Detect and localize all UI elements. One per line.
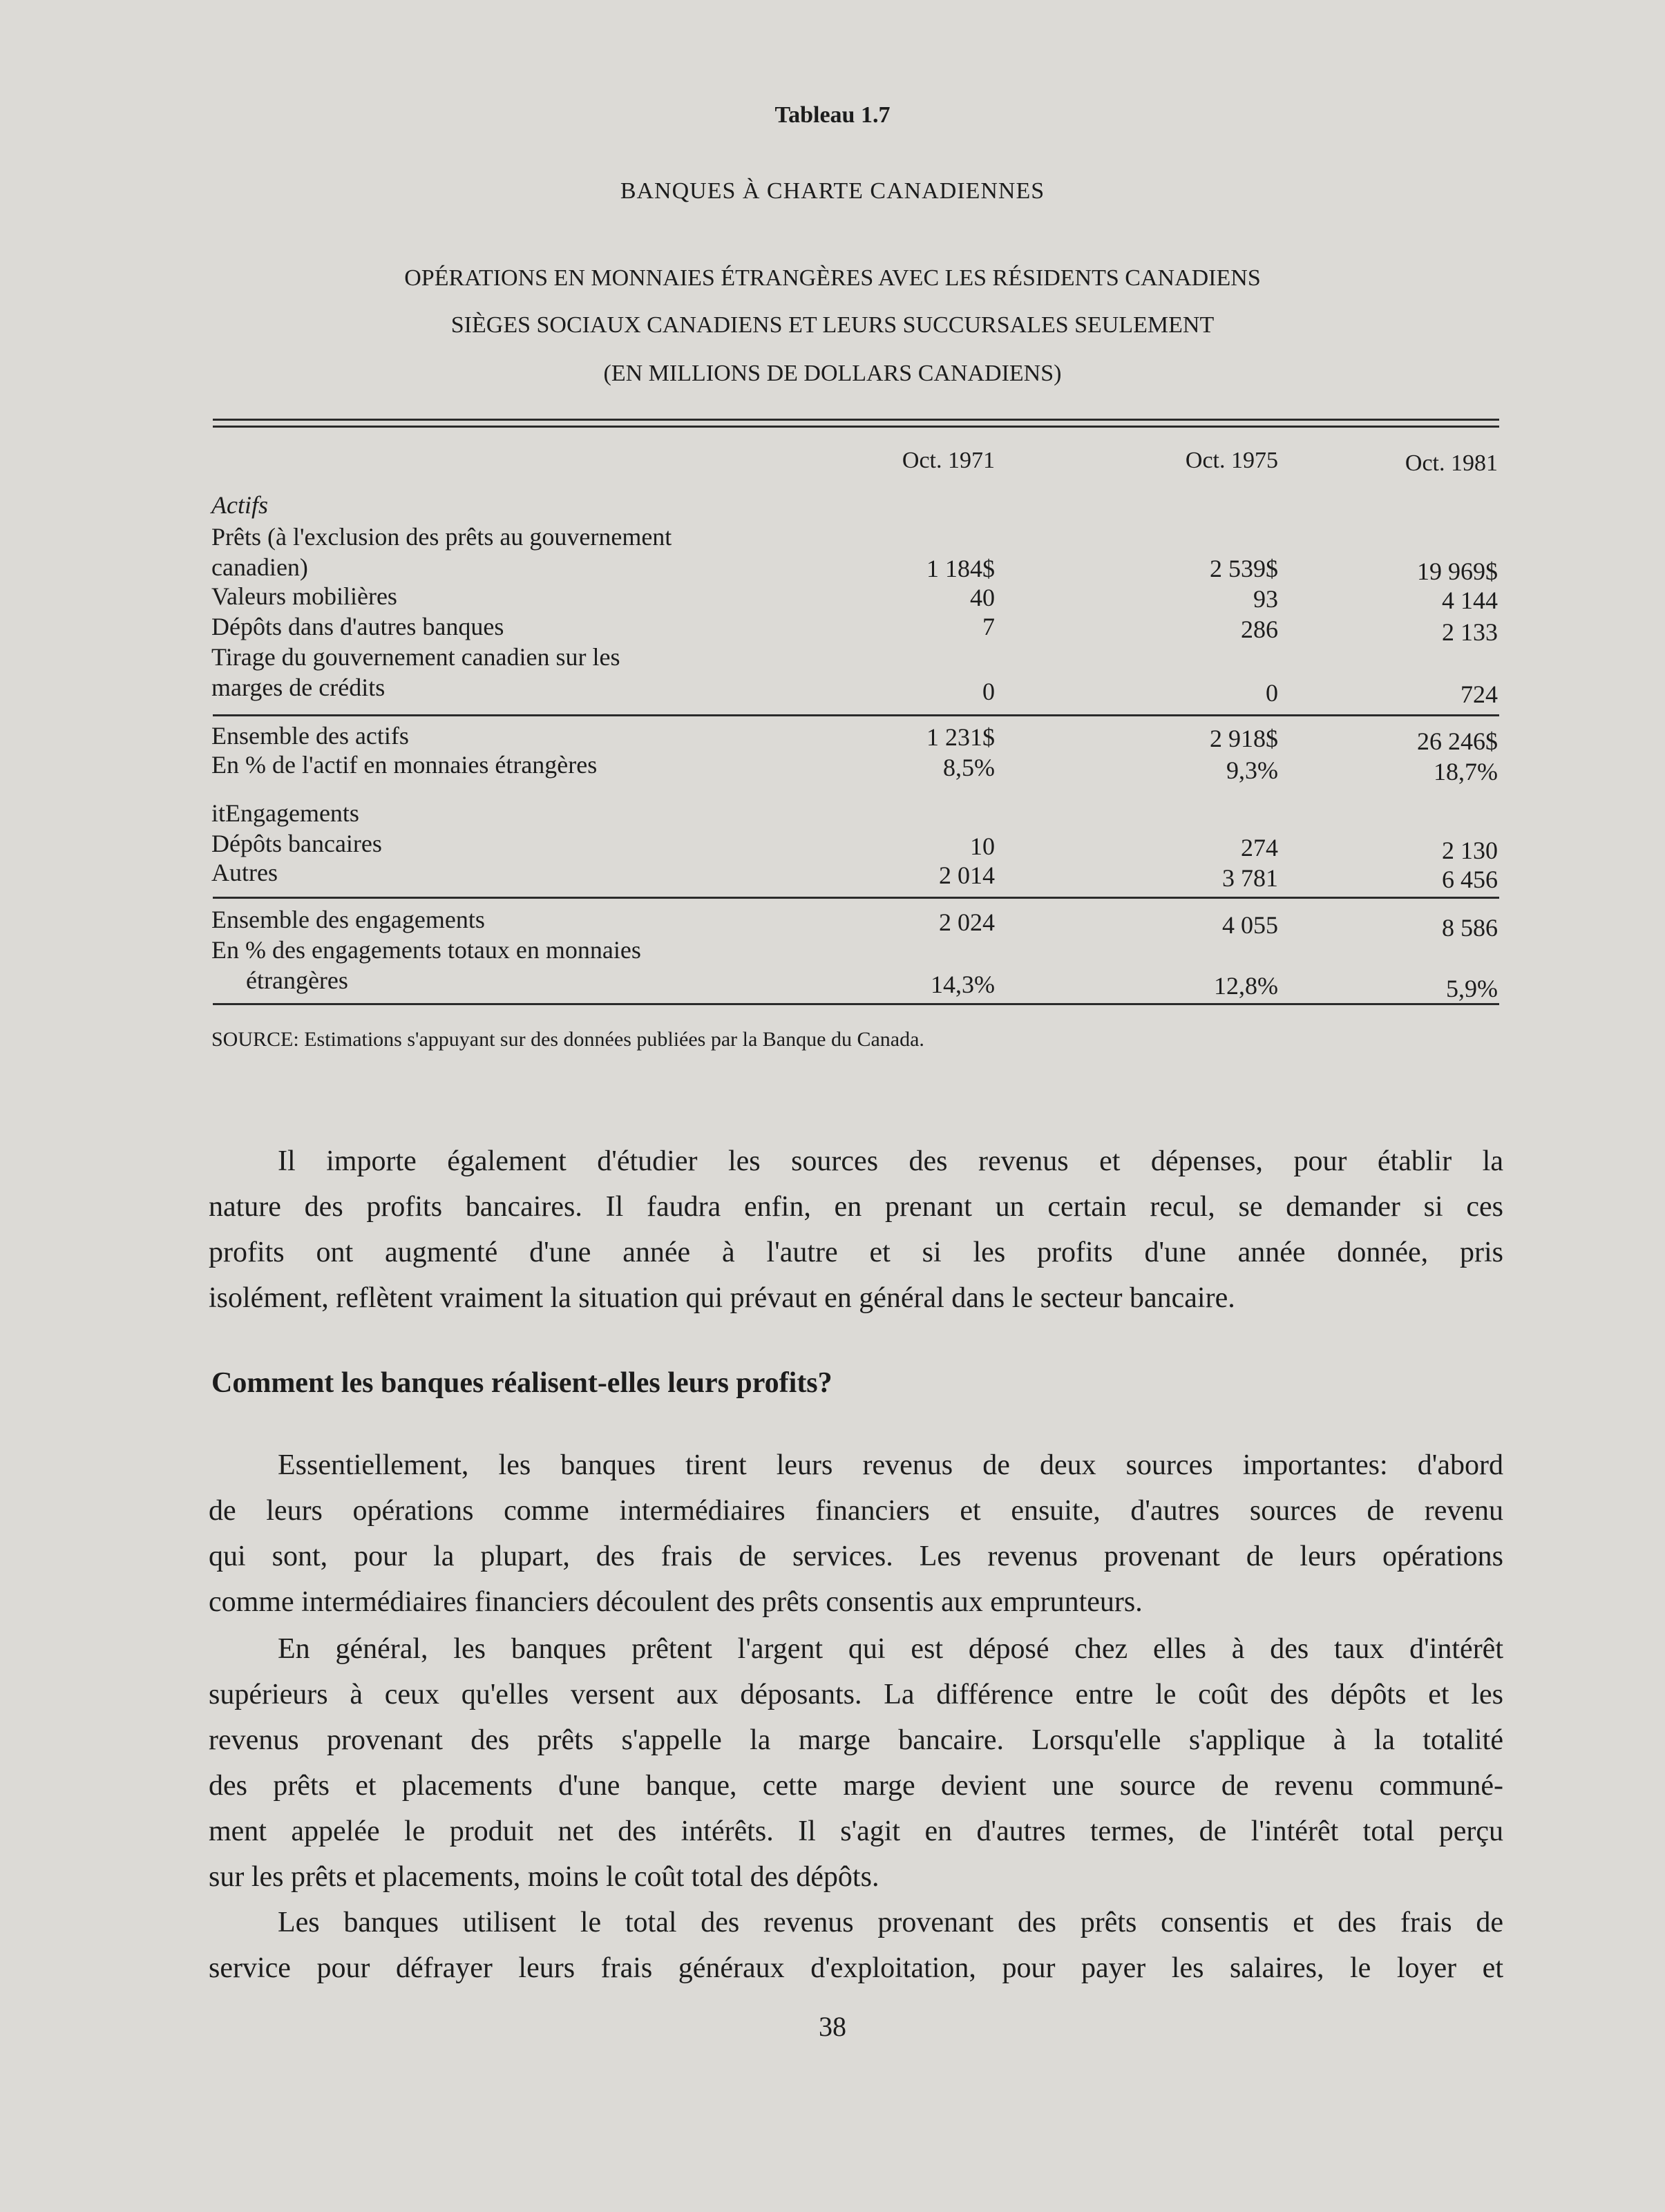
table-cell: 2 014 (939, 861, 995, 889)
row-label: marges de crédits (211, 674, 386, 701)
table-cell: 2 539$ (1210, 555, 1278, 582)
paragraph-line: En général, les banques prêtent l'argent qui est déposé chez elles à des taux d'intérêt (278, 1633, 1503, 1665)
table-cell: 12,8% (1214, 972, 1278, 1000)
section-assets-label: Actifs (211, 491, 268, 519)
paragraph-line: des prêts et placements d'une banque, cette marge devient une source de revenu communé- (209, 1770, 1503, 1802)
paragraph-line: profits ont augmenté d'une année à l'autre et si les profits d'une année donnée, pris (209, 1237, 1503, 1268)
paragraph-line: Les banques utilisent le total des revenus provenant des prêts consentis et des frais de (278, 1907, 1503, 1938)
paragraph-line: service pour défrayer leurs frais généraux d'exploitation, pour payer les salaires, le loyer et (209, 1952, 1503, 1984)
table-cell: 724 (1461, 680, 1498, 708)
table-top-rule-1 (213, 419, 1499, 421)
row-label: Dépôts dans d'autres banques (211, 613, 504, 640)
paragraph (209, 1900, 1503, 1991)
column-header-1975: Oct. 1975 (1185, 448, 1278, 473)
paragraph-line: ment appelée le produit net des intérêts. Il s'agit en d'autres termes, de l'intérêt total perçu (209, 1815, 1503, 1847)
paragraph-line: Essentiellement, les banques tirent leurs revenus de deux sources importantes: d'abord (278, 1449, 1503, 1481)
table-source-note: SOURCE: Estimations s'appuyant sur des données publiées par la Banque du Canada. (211, 1028, 924, 1051)
paragraph-line: qui sont, pour la plupart, des frais de services. Les revenus provenant de leurs opérations (209, 1541, 1503, 1572)
column-header-1981: Oct. 1981 (1405, 450, 1498, 476)
section-heading: Comment les banques réalisent-elles leurs profits? (211, 1367, 832, 1399)
paragraph-line: sur les prêts et placements, moins le coût total des dépôts. (209, 1861, 879, 1893)
table-cell: 1 231$ (926, 723, 995, 751)
row-label: Valeurs mobilières (211, 582, 397, 610)
row-label: En % de l'actif en monnaies étrangères (211, 751, 598, 779)
table-cell: 14,3% (931, 971, 995, 998)
table-cell: 274 (1241, 834, 1278, 861)
paragraph (209, 1626, 1503, 1900)
row-label: Ensemble des actifs (211, 722, 409, 750)
table-cell: 4 055 (1222, 911, 1278, 939)
paragraph-line: Il importe également d'étudier les sources des revenus et dépenses, pour établir la (278, 1145, 1503, 1177)
table-cell: 93 (1253, 585, 1278, 613)
row-label: Prêts (à l'exclusion des prêts au gouvernement (211, 523, 672, 551)
paragraph-line: supérieurs à ceux qu'elles versent aux déposants. La différence entre le coût des dépôts et les (209, 1679, 1503, 1710)
table-cell: 19 969$ (1417, 557, 1498, 585)
table-cell: 8 586 (1442, 914, 1498, 942)
paragraph (209, 1442, 1503, 1625)
table-subtitle-line-1: OPÉRATIONS EN MONNAIES ÉTRANGÈRES AVEC LES RÉSIDENTS CANADIENS (404, 265, 1261, 291)
table-cell: 8,5% (943, 754, 995, 781)
paragraph-line: de leurs opérations comme intermédiaires financiers et ensuite, d'autres sources de revenu (209, 1495, 1503, 1527)
table-cell: 2 918$ (1210, 725, 1278, 752)
table-cell: 2 024 (939, 908, 995, 936)
table-cell: 40 (970, 584, 995, 611)
row-label: Ensemble des engagements (211, 906, 485, 933)
table-cell: 6 456 (1442, 866, 1498, 893)
table-cell: 10 (970, 832, 995, 860)
table-cell: 1 184$ (926, 555, 995, 582)
table-cell: 286 (1241, 616, 1278, 643)
table-cell: 9,3% (1226, 756, 1278, 784)
paragraph (209, 1138, 1503, 1321)
liabilities-total-rule (213, 897, 1499, 899)
section-liabilities-label: itEngagements (211, 799, 359, 827)
table-subtitle-line-3: (EN MILLIONS DE DOLLARS CANADIENS) (603, 361, 1062, 386)
table-cell: 4 144 (1442, 587, 1498, 614)
table-cell: 2 130 (1442, 837, 1498, 864)
table-cell: 5,9% (1446, 975, 1498, 1002)
paragraph-line: isolément, reflètent vraiment la situation qui prévaut en général dans le secteur bancaire. (209, 1282, 1235, 1314)
table-subtitle-line-2: SIÈGES SOCIAUX CANADIENS ET LEURS SUCCURSALES SEULEMENT (450, 312, 1215, 338)
table-cell: 3 781 (1222, 864, 1278, 892)
page-number: 38 (819, 2011, 846, 2042)
paragraph-line: nature des profits bancaires. Il faudra enfin, en prenant un certain recul, se demander si ces (209, 1191, 1503, 1223)
table-cell: 7 (982, 613, 995, 640)
row-label: canadien) (211, 553, 308, 581)
row-label: Autres (211, 859, 278, 886)
table-cell: 2 133 (1442, 618, 1498, 646)
table-bank-title: BANQUES À CHARTE CANADIENNES (620, 178, 1045, 204)
assets-total-rule (213, 714, 1499, 716)
table-cell: 26 246$ (1417, 727, 1498, 755)
row-label: étrangères (246, 966, 348, 994)
table-cell: 0 (982, 678, 995, 705)
column-header-1971: Oct. 1971 (902, 448, 995, 473)
paragraph-line: revenus provenant des prêts s'appelle la marge bancaire. Lorsqu'elle s'applique à la totalité (209, 1724, 1503, 1756)
table-cell: 18,7% (1434, 758, 1498, 785)
paragraph-line: comme intermédiaires financiers découlent des prêts consentis aux emprunteurs. (209, 1586, 1143, 1618)
table-top-rule-2 (213, 426, 1499, 428)
row-label: Dépôts bancaires (211, 830, 382, 857)
row-label: En % des engagements totaux en monnaies (211, 936, 641, 964)
table-bottom-rule (213, 1003, 1499, 1005)
table-label: Tableau 1.7 (774, 102, 891, 128)
table-cell: 0 (1266, 679, 1278, 707)
row-label: Tirage du gouvernement canadien sur les (211, 643, 620, 671)
